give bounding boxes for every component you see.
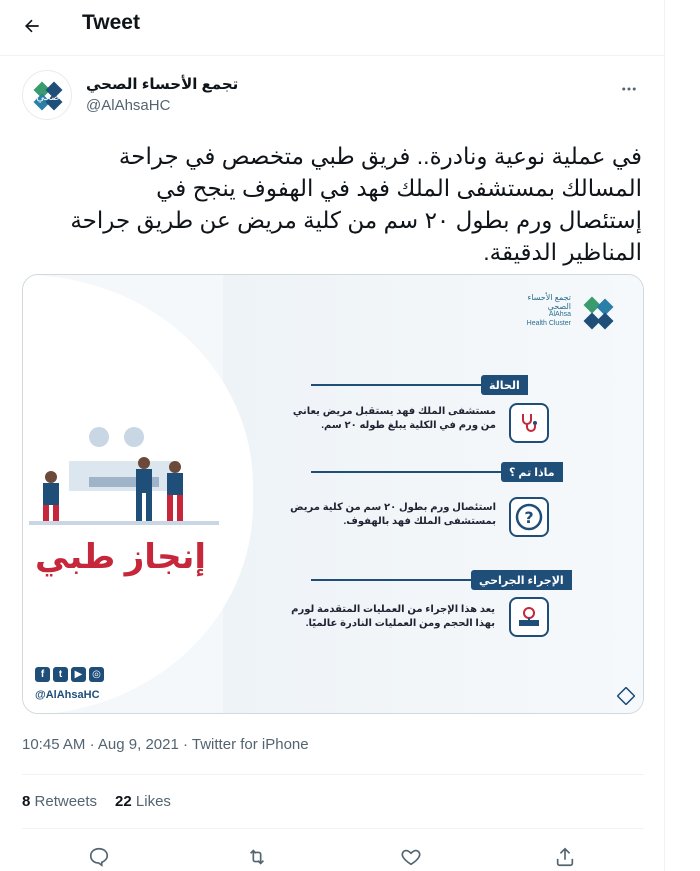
stethoscope-icon	[509, 403, 549, 443]
reply-icon	[88, 846, 110, 868]
logo-text-english: Health Cluster	[526, 320, 571, 327]
likes-stat[interactable]	[115, 793, 171, 810]
more-button[interactable]	[616, 76, 642, 102]
back-button[interactable]	[18, 12, 46, 40]
retweet-icon	[246, 846, 268, 868]
facebook-icon: f	[35, 667, 50, 682]
tweet-stats	[22, 793, 171, 810]
share-icon	[554, 846, 576, 868]
twitter-icon: t	[53, 667, 68, 682]
author-handle[interactable]: @AlAhsaHC	[86, 97, 171, 114]
section-label: ماذا تم ؟	[501, 462, 563, 482]
section-label: الإجراء الجراحي	[471, 570, 572, 590]
page-title: Tweet	[82, 11, 140, 34]
tweet-source[interactable]: Twitter for iPhone	[191, 736, 309, 753]
logo-mark-icon	[573, 291, 623, 341]
header	[0, 0, 664, 50]
svg-text:?: ?	[524, 508, 534, 527]
reply-button[interactable]	[86, 844, 112, 870]
tweet-text-line: المسالك بمستشفى الملك فهد في الهفوف ينجح في	[156, 175, 642, 201]
tweet-text	[18, 140, 642, 268]
like-button[interactable]	[398, 844, 424, 870]
tweet-actions	[22, 844, 644, 870]
divider	[22, 774, 644, 775]
tweet-text-line: إستئصال ورم بطول ٢٠ سم من كلية مريض عن طريق جراحة	[70, 207, 642, 233]
social-icons	[35, 667, 104, 682]
tweet-time[interactable]: 10:45 AM	[22, 736, 86, 753]
tweet-date[interactable]: Aug 9, 2021	[97, 736, 179, 753]
divider	[22, 828, 644, 829]
tweet-text-line: المناظير الدقيقة.	[483, 239, 642, 265]
tweet-meta	[22, 736, 309, 753]
section-label: الحالة	[481, 375, 528, 395]
expand-icon	[617, 687, 635, 705]
meta-separator: ·	[89, 736, 95, 753]
section-divider	[311, 579, 471, 581]
heart-icon	[400, 846, 422, 868]
right-rail	[664, 0, 700, 871]
logo-icon	[23, 71, 72, 120]
retweets-label: Retweets	[34, 793, 98, 810]
retweet-button[interactable]	[244, 844, 270, 870]
tweet-text-line: في عملية نوعية ونادرة.. فريق طبي متخصص في جراحة	[118, 143, 642, 169]
share-button[interactable]	[552, 844, 578, 870]
media-image[interactable]	[22, 274, 644, 714]
question-icon	[509, 497, 549, 537]
author-name[interactable]: تجمع الأحساء الصحي	[86, 76, 239, 93]
meta-separator: ·	[182, 736, 188, 753]
svg-text:صحي: صحي	[36, 92, 60, 103]
retweets-stat[interactable]	[22, 793, 97, 810]
logo-text-english: AlAhsa	[548, 311, 571, 318]
section-divider	[311, 384, 481, 386]
youtube-icon: ▶	[71, 667, 86, 682]
surgery-illustration	[29, 425, 219, 525]
avatar[interactable]	[22, 70, 72, 120]
section-text: مستشفى الملك فهد يستقبل مريض يعاني من ورم في الكلية يبلغ طوله ٢٠ سم.	[292, 406, 496, 431]
section-text: استئصال ورم بطول ٢٠ سم من كلية مريض بمستشفى الملك فهد بالهفوف.	[290, 502, 496, 527]
logo-text-arabic: تجمع الأحساء الصحي	[527, 293, 571, 311]
instagram-icon: ◎	[89, 667, 104, 682]
cluster-logo	[493, 287, 633, 347]
retweets-count: 8	[22, 793, 31, 810]
social-handle: @AlAhsaHC	[35, 689, 100, 701]
achievement-title: إنجاز طبي	[34, 538, 206, 576]
likes-label: Likes	[135, 793, 171, 810]
likes-count: 22	[115, 793, 132, 810]
arrow-left-icon	[22, 16, 42, 36]
tweet	[0, 55, 664, 871]
surgery-icon	[509, 597, 549, 637]
section-text: يعد هذا الإجراء من العمليات المتقدمة لورم بهذا الحجم ومن العمليات النادرة عالميًا.	[291, 604, 495, 629]
more-icon	[620, 80, 638, 98]
author-row	[22, 70, 642, 122]
section-divider	[311, 471, 501, 473]
